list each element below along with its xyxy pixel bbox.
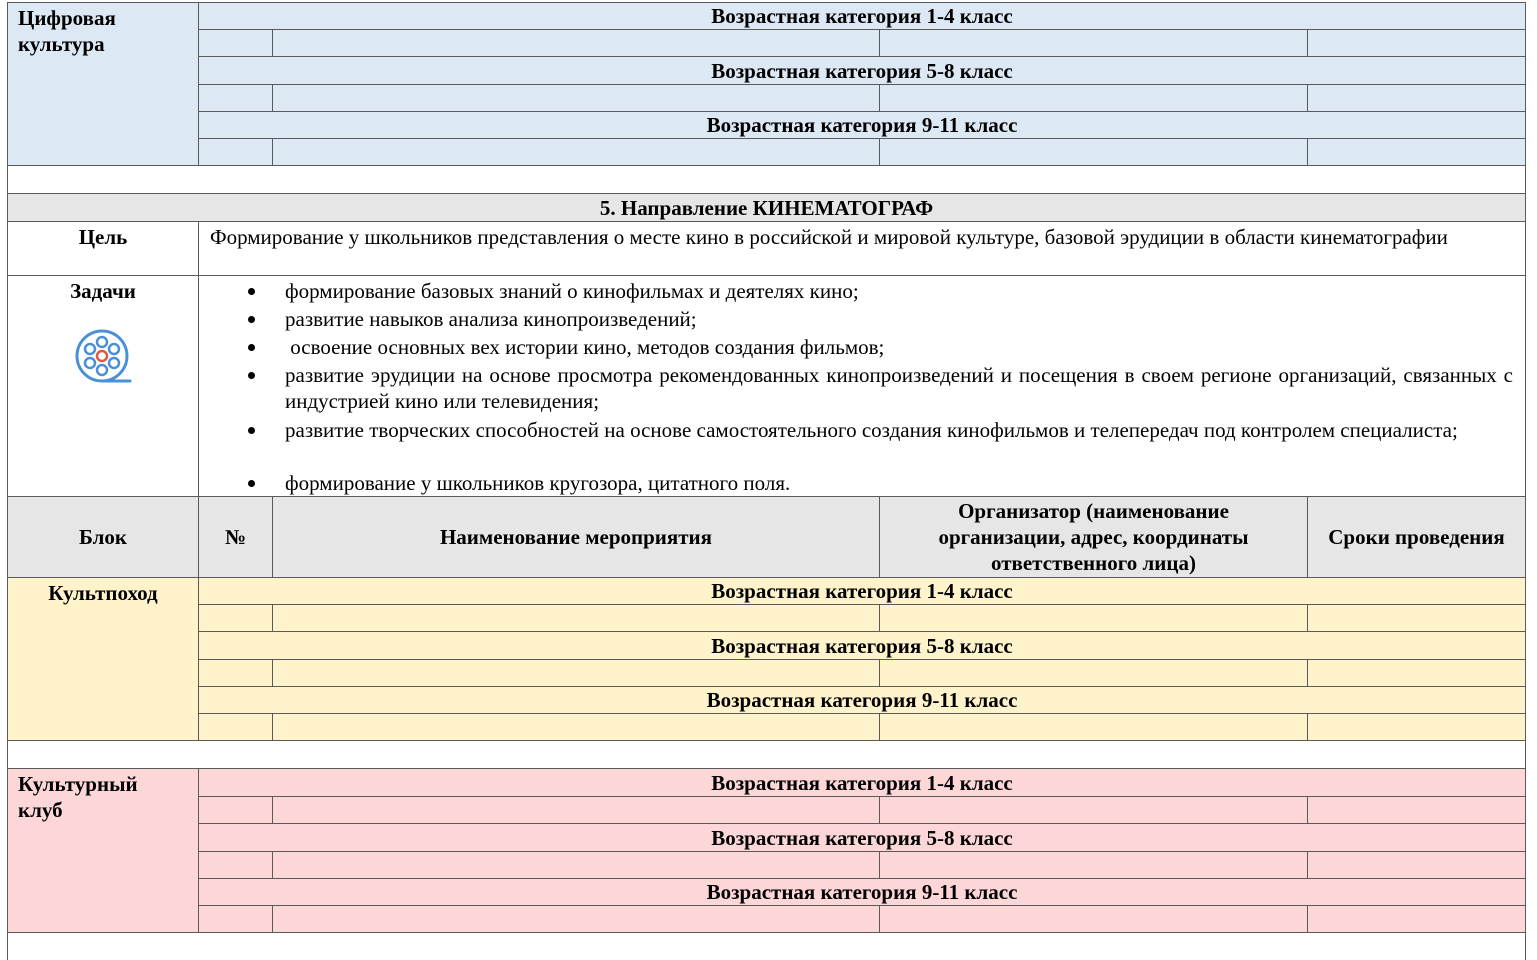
event-cell[interactable] (272, 138, 880, 166)
age-category-header: Возрастная категория 1-4 класс (198, 577, 1526, 605)
block-label: Культурный клуб (18, 772, 138, 822)
age-category-header: Возрастная категория 9-11 класс (198, 686, 1526, 714)
event-cell[interactable] (272, 659, 880, 687)
club-block-cell (7, 768, 199, 933)
task-item: формирование у школьников кругозора, цитатного поля. (199, 470, 1525, 496)
digital-block-cell (7, 2, 199, 166)
age-category-header: Возрастная категория 5-8 класс (198, 823, 1526, 852)
event-cell[interactable] (272, 84, 880, 112)
task-item: развитие творческих способностей на основе самостоятельного создания кинофильмов и телепередач под контролем специалиста; (199, 417, 1525, 470)
tasks-label: Задачи (70, 279, 136, 303)
spacer-row (7, 932, 1526, 960)
event-cell[interactable] (272, 29, 880, 57)
event-cell[interactable] (272, 905, 880, 933)
col-header-organizer: Организатор (наименование организации, адрес, координаты ответственного лица) (879, 496, 1308, 578)
number-cell[interactable] (198, 604, 273, 632)
age-category-header: Возрастная категория 1-4 класс (198, 2, 1526, 30)
spacer-row (7, 165, 1526, 194)
age-category-header: Возрастная категория 5-8 класс (198, 631, 1526, 660)
goal-text-cell (198, 221, 1526, 276)
organizer-cell[interactable] (879, 851, 1308, 879)
task-item: развитие навыков анализа кинопроизведений; (199, 306, 1525, 334)
col-header-event: Наименование мероприятия (272, 496, 880, 578)
number-cell[interactable] (198, 905, 273, 933)
col-header-number: № (198, 496, 273, 578)
film-reel-icon (74, 328, 134, 388)
organizer-cell[interactable] (879, 138, 1308, 166)
age-category-header: Возрастная категория 9-11 класс (198, 111, 1526, 139)
organizer-cell[interactable] (879, 659, 1308, 687)
dates-cell[interactable] (1307, 905, 1526, 933)
age-category-header: Возрастная категория 1-4 класс (198, 768, 1526, 797)
organizer-cell[interactable] (879, 84, 1308, 112)
tasks-list (199, 278, 1525, 496)
dates-cell[interactable] (1307, 851, 1526, 879)
event-cell[interactable] (272, 796, 880, 824)
dates-cell[interactable] (1307, 604, 1526, 632)
col-header-block: Блок (7, 496, 199, 578)
event-cell[interactable] (272, 851, 880, 879)
dates-cell[interactable] (1307, 796, 1526, 824)
dates-cell[interactable] (1307, 138, 1526, 166)
tasks-label-cell (7, 275, 199, 497)
organizer-cell[interactable] (879, 905, 1308, 933)
number-cell[interactable] (198, 796, 273, 824)
section-heading: 5. Направление КИНЕМАТОГРАФ (7, 193, 1526, 222)
number-cell[interactable] (198, 84, 273, 112)
event-cell[interactable] (272, 604, 880, 632)
organizer-cell[interactable] (879, 604, 1308, 632)
organizer-cell[interactable] (879, 713, 1308, 741)
age-category-header: Возрастная категория 5-8 класс (198, 56, 1526, 85)
dates-cell[interactable] (1307, 84, 1526, 112)
task-item: освоение основных вех истории кино, методов создания фильмов; (199, 334, 1525, 362)
organizer-cell[interactable] (879, 29, 1308, 57)
dates-cell[interactable] (1307, 659, 1526, 687)
task-item: развитие эрудиции на основе просмотра рекомендованных кинопроизведений и посещения в своем регионе организаций, связанных с индустрией кино или телевидения; (199, 362, 1525, 417)
number-cell[interactable] (198, 713, 273, 741)
organizer-cell[interactable] (879, 796, 1308, 824)
dates-cell[interactable] (1307, 29, 1526, 57)
outing-block-cell (7, 577, 199, 741)
goal-label-cell: Цель (7, 221, 199, 276)
block-label: Культпоход (48, 581, 158, 605)
event-cell[interactable] (272, 713, 880, 741)
number-cell[interactable] (198, 29, 273, 57)
number-cell[interactable] (198, 851, 273, 879)
goal-text: Формирование у школьников представления о месте кино в российской и мировой культуре, базовой эрудиции в области кинематографии (210, 225, 1448, 249)
task-item: формирование базовых знаний о кинофильмах и деятелях кино; (199, 278, 1525, 306)
number-cell[interactable] (198, 138, 273, 166)
dates-cell[interactable] (1307, 713, 1526, 741)
spacer-row (7, 740, 1526, 769)
col-header-dates: Сроки проведения (1307, 496, 1526, 578)
age-category-header: Возрастная категория 9-11 класс (198, 878, 1526, 906)
tasks-list-cell (198, 275, 1526, 497)
number-cell[interactable] (198, 659, 273, 687)
block-label: Цифровая культура (18, 6, 116, 56)
